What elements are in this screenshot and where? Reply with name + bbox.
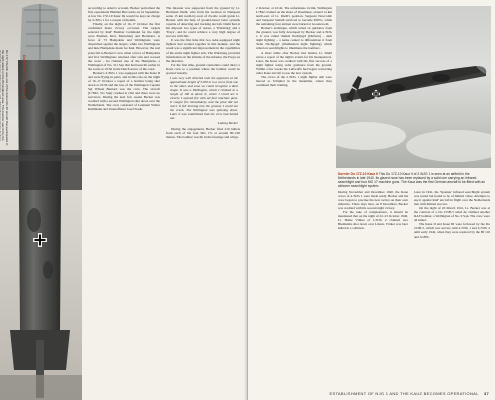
page-number: 37 xyxy=(483,391,489,396)
dornier-in-flight-image xyxy=(336,6,491,168)
aircraft-photo-right xyxy=(336,6,491,168)
paragraph: During November and December 1940, the Kauz crews of 4./NJG 1 were made ready. Becker and his crew began to practise the new tactics on their own initiative. Three days later, on 8 December, Becker was credited with his second night victory. xyxy=(338,190,408,211)
left-column-2 xyxy=(166,6,240,140)
paragraph: The crews of the 2./NJG 1 night fighter unit were moved to Schiphol in the meantime, where they continued their training. xyxy=(256,74,332,87)
paragraph: For the sake of completeness, it should be mentioned that on the night of 22–23 October 1940, Lt. Heinz Völker of I./NJG 2 claimed two Blenheims shot down over Linton. Völker was later killed in a collision. xyxy=(338,210,408,231)
paragraph: During the engagement, Becker fired 210 bullets from each of his four MG 17s at around 80–100 metres. The bomber was hit in the fuselage and wings. xyxy=(166,127,240,140)
right-photo-caption-label: Dornier Do 17Z-10 Kauz II xyxy=(338,172,378,176)
left-photo-caption: Do 17Z 'F8+CE' was one of the dozen KG 40 aircraft that participated in the night attack on the Birmingham area. This bomber was hit by fire xyxy=(1,50,9,146)
right-column-3 xyxy=(414,190,490,239)
paragraph: The Kauz II and Kauz III were followed by the Do 215B-5, which saw service with 4./NJG 1 and 2./NJG 2 until early 1942, when they were replaced by the Bf 110 and Ju 88C. xyxy=(414,222,490,239)
footer-title: ESTABLISHMENT OF NJG 1 AND THE KAUZ BECOMES OPERATIONAL xyxy=(329,391,479,396)
paragraph: A short while after Becker had landed, Lt. Diehl wrote a report of the night's events for his headquarters. Later, the Kauz was credited with the first success of a night fighter using radar guidance from the ground. Within a few weeks the Luftwaffe had begun converting other Kauz aircraft to use the new system. xyxy=(256,50,332,75)
right-photo-caption xyxy=(338,172,488,188)
paragraph: For the first time, ground controllers could direct a Kauz crew to a position where the bomber could be spotted visually. xyxy=(166,62,240,75)
left-photo-caption-label: Dornier Do 17Z-2, 'F8+CE' xyxy=(22,55,26,99)
right-column-1 xyxy=(256,6,332,87)
paragraph: Later in 1941, the 'Spanner' infrared searchlight system was tested but found to be of limited value. Attempts to use it against RAF aircraft in flight over the Netherlands met with limited success. xyxy=(414,190,490,207)
paragraph: According to Aders's account, Becker performed the first operational Himmel Bett sortie on 16 September. A few Do 17Z-10 Kauz IIs would be kept on charge by 4./NJG 1 for a couple of months. xyxy=(88,6,160,23)
left-column-1 xyxy=(88,6,160,111)
paragraph: Finally, on the night of 16–17 October the first confirmed Kauz victory occurred. The targets selected by RAF Bomber Command for the night were Bremen, Kiel, Merseburg and Bordeaux. A force of 73 Hampdens and Wellingtons were dispatched against the targets, while two Wellingtons and nine Hampdens made for Kiel. However, the real prize fell to Becker's crew when a force of Hampdens and five Wellingtons returned after rain and crossed the coast – he claimed one of the Hampdens, a Wellington of No. 311 Sqn that had been hit earlier in the sortie at 19:56 in the Dutch sector of the coast. xyxy=(88,22,160,71)
right-photo-caption-text: This Do 17Z-10 Kauz II of 2./NJG 1 is seen at an airfield in the Netherlands in late 1940. Its glazed nose has been replaced by a solid one carrying an infrared searchlight and four MG 17 machine guns. The Kauz was the first German aircraft to be fitted with an airborne searchlight system. xyxy=(338,172,486,188)
paragraph: The mission was supported from the ground by Lt. Hermann Diehl, who from his location in Nunspeet some 15 km north-by-west of Zwolle could guide Lt. Becker with the help of ground-based radar systems capable of detecting and tracking aircraft. Diehl had at his disposal two types of radars, a 'Würzburg' and a 'Freya', and he could achieve a very high degree of success with this. xyxy=(166,6,240,39)
paragraph: Becker's 4./NJG 1 was equipped with the Kauz II and were flying in pairs, and in this role on the night of 16–17 October a report of a bomber being shot down at 19:56 and the loss of the Wellington Captain Sgt Wilson Bernard was the crew. The aircraft (L7842, 311 Sqn) crashed at Olst and there were no survivors. During the next few weeks Becker was credited with a second Wellington shot down over the Netherlands. The crew consisted of Leutnant Walter Kuhlmann and Unteroffizier Josef Staub. xyxy=(88,70,160,112)
dornier-fuselage-image xyxy=(0,0,82,400)
paragraph: It was the first time that two radar-equipped night fighters had worked together in this manner, and the result was a significant improvement in the capabilities of the entire night fighter arm. The Würzburg provided information on the altitude of the intruder, the Freya on the direction. xyxy=(166,38,240,63)
left-page xyxy=(0,0,247,400)
quote-signature: Ludwig Becker xyxy=(217,121,238,126)
paragraph: Becker's technique, which relied on guidance from the ground, was fully developed by Becker and 4./NJG 1. It was called 'dunkle Nachtjagd' (DuNaJa) – dark night fighting – a name coined to differentiate it from 'helle Nachtjagd' (illuminated night fighting) which relied on searchlights to illuminate the bombers. xyxy=(256,26,332,51)
right-column-2 xyxy=(338,190,408,230)
running-footer xyxy=(330,391,489,396)
pilot-quote: I was very well directed onto the opponent at the approximate height of 3,300 m in a curve from one to the other, and soon we could recognise a dark shape. It was a Wellington, which I climbed to a height of 100 m above it, where I could see it clearly. I opened fire with all four machine guns. It caught fire immediately, and the pilot did not react. It fell burning into the ground, I could see the crash. The Wellington was spinning down. Later it was established that the crew had bailed out. xyxy=(170,75,238,121)
aircraft-photo-left xyxy=(0,0,82,400)
paragraph: On the night of 26 March 1941, Lt. Becker was at the controls of a Do 215B-5 when he claimed another RAF bomber, a Wellington of No. 9 Sqn. The crew were all killed. xyxy=(414,206,490,223)
paragraph: 2 October, at 22:42. The unfortunate victim, Wellington L7842 crashed on the shore of IJsselmeer, around 14 km north-east of Lt. Diehl's position. Sergeant Newcomb and Sergeant Stainth survived to become POWs, while the remaining four airmen were buried at Groenewold. xyxy=(256,6,332,27)
